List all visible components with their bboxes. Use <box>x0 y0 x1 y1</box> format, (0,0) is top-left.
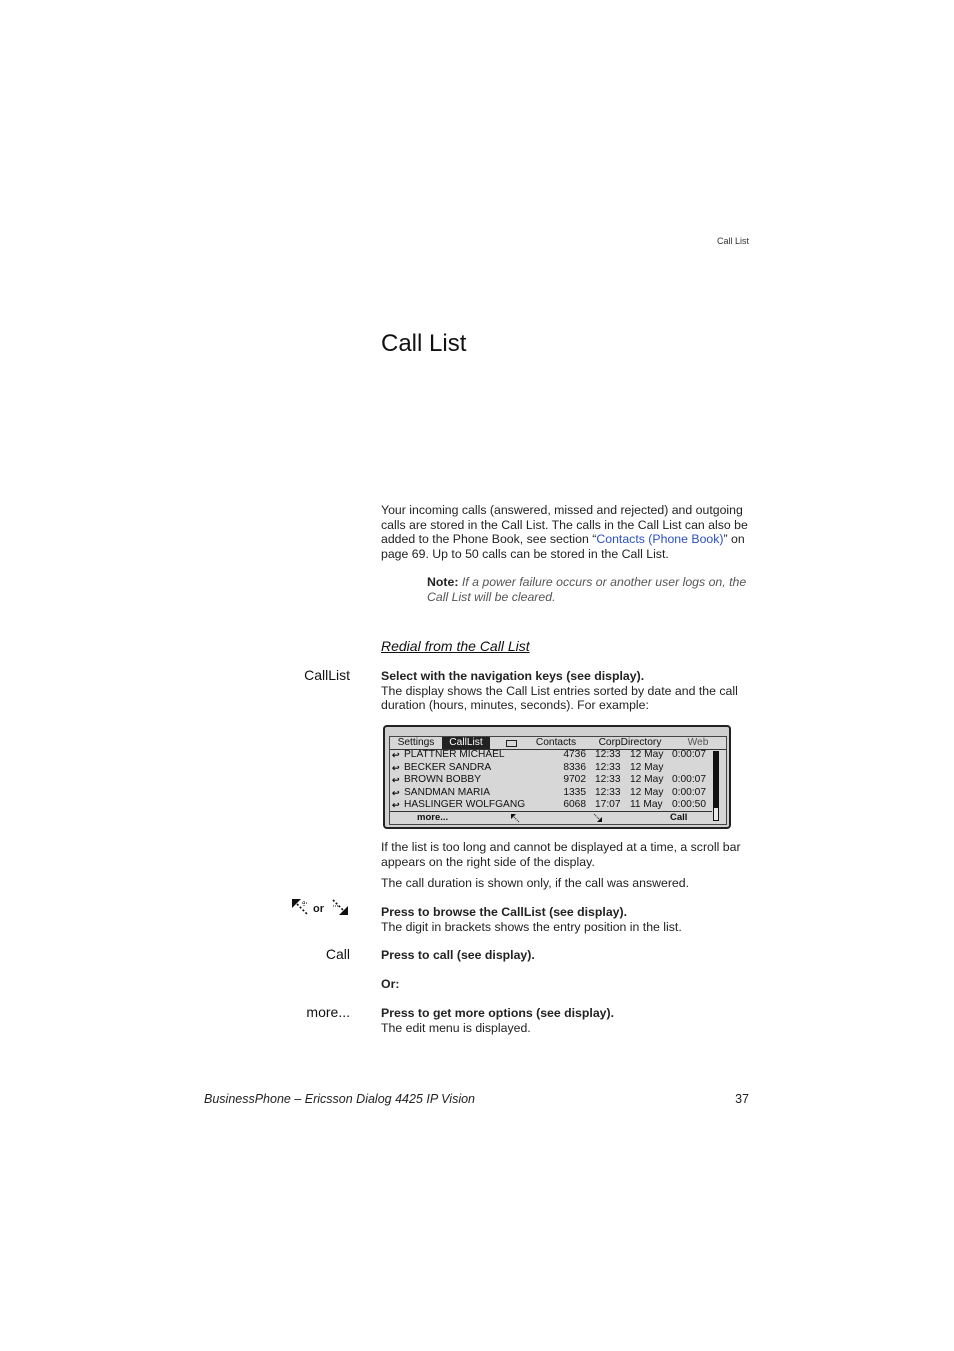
more-instruction: Press to get more options (see display). <box>381 1006 615 1020</box>
more-step <box>381 1006 753 1035</box>
calllist-instruction: Select with the navigation keys (see display). <box>381 669 645 683</box>
intro-text-2: ” on page 69. Up to 50 calls can be stored in the Call List. <box>381 532 745 561</box>
entry-time: 12:33 <box>595 774 621 785</box>
entry-date: 12 May <box>630 761 664 773</box>
note-text: If a power failure occurs or another user logs on, the Call List will be cleared. <box>427 575 747 604</box>
entry-time: 12:33 <box>595 749 621 760</box>
entry-time: 12:33 <box>595 786 621 798</box>
call-instruction: Press to call (see display). <box>381 948 535 962</box>
scroll-bar-track <box>713 807 719 821</box>
browse-detail: The digit in brackets shows the entry position in the list. <box>381 919 682 934</box>
entry-date: 12 May <box>630 749 664 760</box>
scroll-explanation: If the list is too long and cannot be displayed at a time, a scroll bar appears on the right side of the display. <box>381 840 741 869</box>
page-title: Call List <box>381 330 467 357</box>
entry-name: SANDMAN MARIA <box>404 786 491 798</box>
note <box>427 575 757 604</box>
entry-date: 12 May <box>630 774 664 785</box>
note-label: Note: <box>427 575 459 589</box>
entry-name: HASLINGER WOLFGANG <box>404 799 526 810</box>
list-item <box>390 762 712 775</box>
calllist-key-label: CallList <box>304 667 350 683</box>
entry-name: PLATTNER MICHAEL <box>404 749 505 760</box>
page-number: 37 <box>735 1092 749 1106</box>
calllist-step <box>381 669 753 713</box>
nav-up-left-icon <box>510 813 520 823</box>
or-separator: Or: <box>381 977 400 991</box>
scroll-bar <box>713 751 719 809</box>
list-item <box>390 749 712 762</box>
entry-duration: 0:00:07 <box>672 786 706 798</box>
envelope-icon <box>506 740 517 747</box>
tab-settings: Settings <box>397 737 435 748</box>
incoming-call-icon: ↩ <box>392 775 400 785</box>
or-label: or <box>313 903 324 915</box>
nav-down-right-icon <box>593 813 603 823</box>
duration-note: The call duration is shown only, if the call was answered. <box>381 876 690 890</box>
browse-step <box>381 905 753 934</box>
entry-time: 12:33 <box>595 761 621 773</box>
tab-corpdirectory: CorpDirectory <box>598 737 662 748</box>
contacts-link[interactable]: Contacts (Phone Book) <box>596 532 724 546</box>
browse-instruction: Press to browse the CallList (see display). <box>381 905 628 919</box>
entry-duration: 0:00:07 <box>672 774 706 785</box>
more-detail: The edit menu is displayed. <box>381 1020 531 1035</box>
more-key-label: more... <box>306 1004 350 1020</box>
entry-time: 17:07 <box>595 799 621 810</box>
calllist-detail: The display shows the Call List entries sorted by date and the call duration (hours, minutes, seconds). For example: <box>381 683 738 712</box>
nav-down-right-key-icon <box>331 898 349 916</box>
softkey-more: more... <box>417 812 449 823</box>
incoming-call-icon: ↩ <box>392 787 400 798</box>
list-item <box>390 787 712 800</box>
entry-number: 1335 <box>563 786 586 798</box>
incoming-call-icon: ↩ <box>392 800 400 810</box>
entry-duration: 0:00:07 <box>672 749 706 760</box>
entry-duration: 0:00:50 <box>672 799 706 810</box>
entry-name: BROWN BOBBY <box>404 774 481 785</box>
incoming-call-icon: ↩ <box>392 750 400 760</box>
entry-number: 4736 <box>563 749 586 760</box>
entry-date: 12 May <box>630 786 664 798</box>
call-key-label: Call <box>325 946 350 962</box>
softkey-bar <box>390 811 712 824</box>
entry-number: 6068 <box>563 799 586 810</box>
tab-web: Web <box>687 737 709 748</box>
browse-keys-label <box>291 898 353 918</box>
list-item <box>390 774 712 787</box>
running-header: Call List <box>716 236 749 246</box>
intro-paragraph <box>381 503 753 561</box>
entry-number: 8336 <box>563 761 586 773</box>
entry-name: BECKER SANDRA <box>404 761 492 773</box>
section-heading: Redial from the Call List <box>381 638 530 654</box>
intro-text-1: Your incoming calls (answered, missed and rejected) and outgoing calls are stored in the Call List. The calls in the Call List can also be added to the Phone Book, see section “ <box>381 503 748 546</box>
softkey-call: Call <box>670 812 688 823</box>
entry-date: 11 May <box>630 799 663 810</box>
tab-contacts: Contacts <box>535 737 577 748</box>
phone-display <box>383 725 731 829</box>
nav-up-left-key-icon <box>291 898 309 916</box>
entry-number: 9702 <box>563 774 586 785</box>
display-screen <box>389 736 727 825</box>
list-item <box>390 799 712 812</box>
footer-doc-title: BusinessPhone – Ericsson Dialog 4425 IP Vision <box>204 1092 475 1106</box>
tab-calllist: CallList <box>442 737 490 749</box>
incoming-call-icon: ↩ <box>392 762 400 773</box>
